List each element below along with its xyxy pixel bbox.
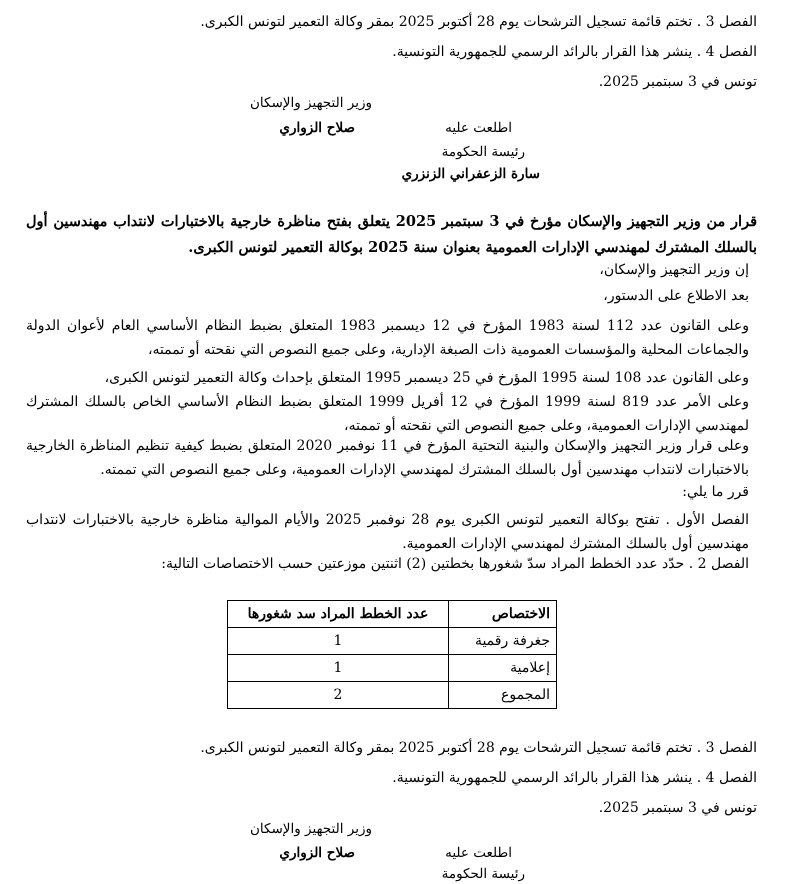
preamble-3: وعلى القانون عدد 112 لسنة 1983 المؤرخ في 12 ديسمبر 1983 المتعلق بضبط النظام الأساسي العام لأعوان الدولة والجماعات المحلية والمؤسسات العمومية ذات الصبغة الإدارية، وعلى جميع النصوص التي نقحته أو تممته، <box>26 318 750 358</box>
header-positions-count: عدد الخطط المراد سد شغورها <box>228 601 449 628</box>
article-4-bottom: الفصل 4 . ينشر هذا القرار بالرائد الرسمي للجمهورية التونسية. <box>392 770 757 786</box>
cell-count: 1 <box>228 628 449 655</box>
article-4-top: الفصل 4 . ينشر هذا القرار بالرائد الرسمي للجمهورية التونسية. <box>392 44 757 60</box>
preamble-1: إن وزير التجهيز والإسكان، <box>599 262 749 278</box>
preamble-5: وعلى الأمر عدد 819 لسنة 1999 المؤرخ في 12 أفريل 1999 المتعلق بضبط النظام الأساسي الخاص بالسلك المشترك لمهندسي الإدارات العمومية، وعلى جميع النصوص التي نقحته أو تممته، <box>26 394 749 434</box>
article-3-bottom: الفصل 3 . تختم قائمة تسجيل الترشحات يوم 28 أكتوبر 2025 بمقر وكالة التعمير لتونس الكبرى. <box>200 740 757 756</box>
pm-name-top: سارة الزعفراني الزنزري <box>401 166 540 182</box>
minister-name-top: صلاح الزواري <box>279 120 355 136</box>
pm-title-top: رئيسة الحكومة <box>441 144 525 160</box>
header-specialty: الاختصاص <box>449 601 557 628</box>
date-line-bottom: تونس في 3 سبتمبر 2025. <box>598 800 757 816</box>
table-header-row <box>228 601 557 628</box>
pm-title-bottom: رئيسة الحكومة <box>441 866 525 882</box>
table-row <box>228 655 557 682</box>
article-3-top: الفصل 3 . تختم قائمة تسجيل الترشحات يوم 28 أكتوبر 2025 بمقر وكالة التعمير لتونس الكبرى. <box>200 14 757 30</box>
table-row <box>228 628 557 655</box>
date-line-top: تونس في 3 سبتمبر 2025. <box>598 74 757 90</box>
preamble-6: وعلى قرار وزير التجهيز والإسكان والبنية التحتية المؤرخ في 11 نوفمبر 2020 المتعلق بضبط كيفية تنظيم المناظرة الخارجية بالاختبارات لانتداب مهندسين أول بالسلك المشترك لمهندسي الإدارات العمومية، وعلى جميع النصوص التي تممته. <box>26 438 749 478</box>
minister-name-bottom: صلاح الزواري <box>279 845 355 861</box>
minister-title-top: وزير التجهيز والإسكان <box>250 95 372 111</box>
article-2: الفصل 2 . حدّد عدد الخطط المراد سدّ شغورها بخطتين (2) اثنتين موزعتين حسب الاختصاصات التالية: <box>161 556 749 572</box>
seen-label-bottom: اطلعت عليه <box>445 845 512 861</box>
cell-total-value: 2 <box>228 682 449 709</box>
cell-specialty: جغرفة رقمية <box>449 628 557 655</box>
positions-table <box>227 600 557 709</box>
preamble-4: وعلى القانون عدد 108 لسنة 1995 المؤرخ في 25 ديسمبر 1995 المتعلق بإحداث وكالة التعمير لتونس الكبرى، <box>104 370 749 386</box>
decides-line: قرر ما يلي: <box>682 484 749 500</box>
cell-specialty: إعلامية <box>449 655 557 682</box>
seen-label-top: اطلعت عليه <box>445 120 512 136</box>
preamble-2: بعد الاطلاع على الدستور، <box>603 288 749 304</box>
table-row-total <box>228 682 557 709</box>
article-1: الفصل الأول . تفتح بوكالة التعمير لتونس الكبرى يوم 28 نوفمبر 2025 والأيام الموالية مناظرة خارجية بالاختبارات لانتداب مهندسين أول بالسلك المشترك لمهندسي الإدارات العمومية. <box>26 512 749 552</box>
cell-count: 1 <box>228 655 449 682</box>
decree-title: قرار من وزير التجهيز والإسكان مؤرخ في 3 سبتمبر 2025 يتعلق بفتح مناظرة خارجية بالاختبارات لانتداب مهندسين أول بالسلك المشترك لمهندسي الإدارات العمومية بعنوان سنة 2025 بوكالة التعمير لتونس الكبرى. <box>26 213 757 256</box>
cell-total-label: المجموع <box>449 682 557 709</box>
minister-title-bottom: وزير التجهيز والإسكان <box>250 821 372 837</box>
